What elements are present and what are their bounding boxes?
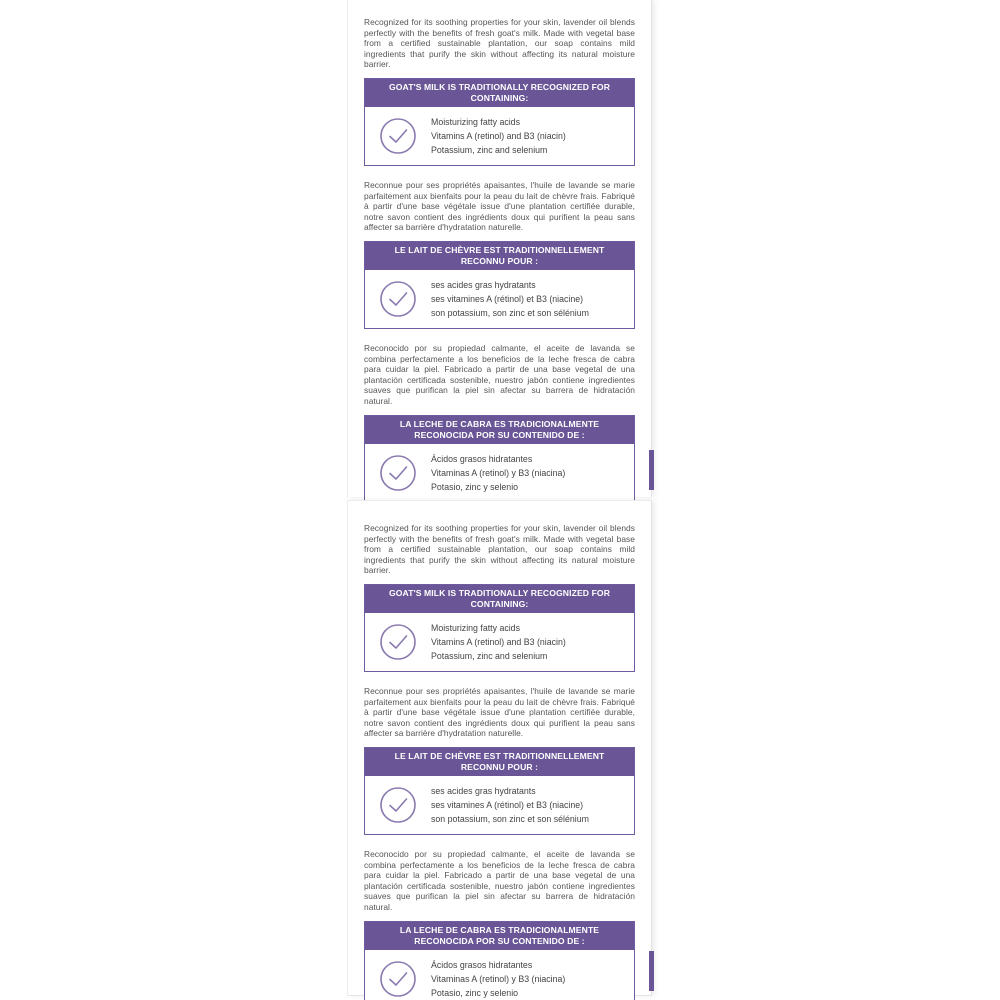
list-item: son potassium, son zinc et son sélénium <box>431 813 589 824</box>
list-item: Ácidos grasos hidratantes <box>431 453 533 464</box>
english-benefits-list <box>431 115 566 157</box>
spanish-benefits-list <box>431 958 565 1000</box>
french-benefits-body <box>365 776 634 834</box>
package-text-panel <box>364 523 635 1000</box>
english-benefits-list <box>431 621 566 663</box>
list-item: Potasio, zinc y selenio <box>431 481 519 492</box>
list-item: Vitamins A (retinol) and B3 (niacin) <box>431 130 566 141</box>
english-benefits-box <box>364 78 635 166</box>
spanish-benefits-body <box>365 444 634 502</box>
package-side-flap <box>649 450 654 490</box>
spanish-benefits-box <box>364 415 635 503</box>
list-item: Potasio, zinc y selenio <box>431 987 519 998</box>
french-benefits-body <box>365 270 634 328</box>
french-benefits-list <box>431 784 589 826</box>
french-benefits-title: LE LAIT DE CHÈVRE EST TRADITIONNELLEMENT RECONNU POUR : <box>365 242 634 270</box>
list-item: Vitaminas A (retinol) y B3 (niacina) <box>431 467 566 478</box>
soap-package-bottom <box>347 500 652 996</box>
list-item: ses acides gras hydratants <box>431 279 536 290</box>
list-item: Moisturizing fatty acids <box>431 622 520 633</box>
circle-check-icon <box>379 280 417 318</box>
french-description: Reconnue pour ses propriétés apaisantes, l'huile de lavande se marie parfaitement aux bienfaits pour la peau du lait de chèvre frais. Fabriqué à partir d'une base végétale issue d'une plantation certifiée durable, notre savon contient des ingrédients doux qui purifient la peau sans affecter sa barrière d'hydratation naturelle. <box>364 179 635 233</box>
circle-check-icon <box>379 623 417 661</box>
english-benefits-title: GOAT'S MILK IS TRADITIONALLY RECOGNIZED FOR CONTAINING: <box>365 585 634 613</box>
spanish-description: Reconocido por su propiedad calmante, el aceite de lavanda se combina perfectamente a los beneficios de la leche fresca de cabra para cuidar la piel. Fabricado a partir de una base vegetal de una plantación certificada sostenible, nuestro jabón contiene ingredientes suaves que purifican la piel sin afectar su barrera de hidratación natural. <box>364 848 635 912</box>
list-item: son potassium, son zinc et son sélénium <box>431 307 589 318</box>
list-item: ses acides gras hydratants <box>431 785 536 796</box>
circle-check-icon <box>379 117 417 155</box>
list-item: ses vitamines A (rétinol) et B3 (niacine) <box>431 293 584 304</box>
spanish-benefits-body <box>365 950 634 1000</box>
list-item: Potassium, zinc and selenium <box>431 650 548 661</box>
list-item: ses vitamines A (rétinol) et B3 (niacine) <box>431 799 584 810</box>
spanish-benefits-title: LA LECHE DE CABRA ES TRADICIONALMENTE RECONOCIDA POR SU CONTENIDO DE : <box>365 922 634 950</box>
french-benefits-box <box>364 241 635 329</box>
circle-check-icon <box>379 786 417 824</box>
english-benefits-body <box>365 613 634 671</box>
list-item: Moisturizing fatty acids <box>431 116 520 127</box>
package-side-flap <box>649 951 654 991</box>
soap-package-top <box>347 0 652 497</box>
french-description: Reconnue pour ses propriétés apaisantes, l'huile de lavande se marie parfaitement aux bienfaits pour la peau du lait de chèvre frais. Fabriqué à partir d'une base végétale issue d'une plantation certifiée durable, notre savon contient des ingrédients doux qui purifient la peau sans affecter sa barrière d'hydratation naturelle. <box>364 685 635 739</box>
spanish-benefits-box <box>364 921 635 1000</box>
english-description: Recognized for its soothing properties for your skin, lavender oil blends perfectly with the benefits of fresh goat's milk. Made with vegetal base from a certified sustainable plantation, our soap contains mild ingredients that purify the skin without affecting its natural moisture barrier. <box>364 17 635 70</box>
package-text-panel <box>364 17 635 517</box>
spanish-benefits-list <box>431 452 565 494</box>
french-benefits-list <box>431 278 589 320</box>
list-item: Vitaminas A (retinol) y B3 (niacina) <box>431 973 566 984</box>
french-benefits-box <box>364 747 635 835</box>
list-item: Vitamins A (retinol) and B3 (niacin) <box>431 636 566 647</box>
french-benefits-title: LE LAIT DE CHÈVRE EST TRADITIONNELLEMENT RECONNU POUR : <box>365 748 634 776</box>
english-benefits-body <box>365 107 634 165</box>
spanish-benefits-title: LA LECHE DE CABRA ES TRADICIONALMENTE RECONOCIDA POR SU CONTENIDO DE : <box>365 416 634 444</box>
list-item: Potassium, zinc and selenium <box>431 144 548 155</box>
list-item: Ácidos grasos hidratantes <box>431 959 533 970</box>
english-description: Recognized for its soothing properties for your skin, lavender oil blends perfectly with the benefits of fresh goat's milk. Made with vegetal base from a certified sustainable plantation, our soap contains mild ingredients that purify the skin without affecting its natural moisture barrier. <box>364 523 635 576</box>
spanish-description: Reconocido por su propiedad calmante, el aceite de lavanda se combina perfectamente a los beneficios de la leche fresca de cabra para cuidar la piel. Fabricado a partir de una base vegetal de una plantación certificada sostenible, nuestro jabón contiene ingredientes suaves que purifican la piel sin afectar su barrera de hidratación natural. <box>364 342 635 406</box>
english-benefits-title: GOAT'S MILK IS TRADITIONALLY RECOGNIZED FOR CONTAINING: <box>365 79 634 107</box>
circle-check-icon <box>379 960 417 998</box>
english-benefits-box <box>364 584 635 672</box>
circle-check-icon <box>379 454 417 492</box>
